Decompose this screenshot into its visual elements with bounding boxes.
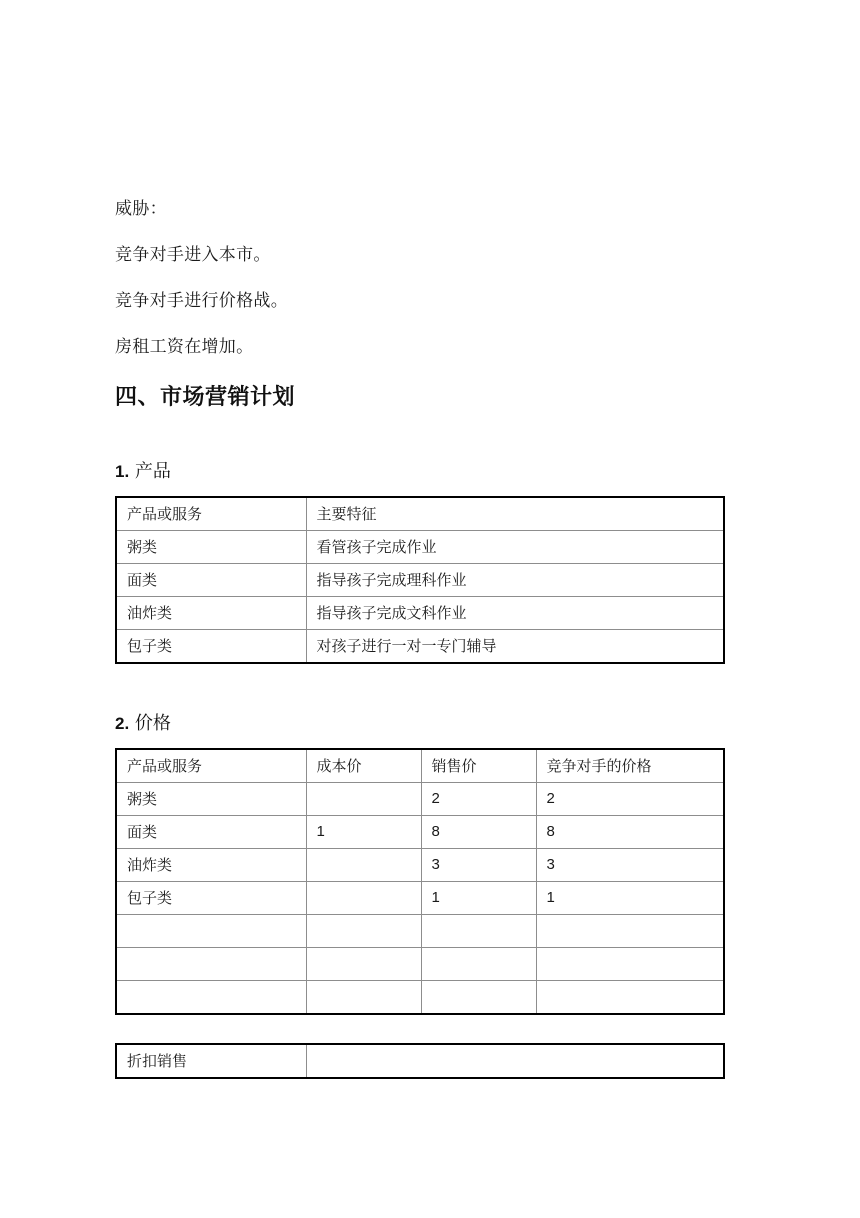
price-sale-cell bbox=[421, 981, 536, 1015]
subheading-price-title: 价格 bbox=[134, 713, 171, 734]
price-product-cell: 面类 bbox=[116, 816, 306, 849]
price-product-cell: 粥类 bbox=[116, 783, 306, 816]
price-table-header-competitor: 竞争对手的价格 bbox=[536, 749, 724, 783]
price-competitor-cell: 3 bbox=[536, 849, 724, 882]
product-feature-cell: 指导孩子完成理科作业 bbox=[306, 564, 724, 597]
price-sale-cell: 3 bbox=[421, 849, 536, 882]
table-row bbox=[116, 630, 724, 664]
price-cost-cell bbox=[306, 783, 421, 816]
subheading-price bbox=[115, 712, 745, 736]
price-table-wrapper bbox=[115, 748, 745, 1015]
price-cost-cell bbox=[306, 915, 421, 948]
table-header-row bbox=[116, 497, 724, 531]
price-competitor-cell: 2 bbox=[536, 783, 724, 816]
price-sale-cell bbox=[421, 948, 536, 981]
table-row bbox=[116, 816, 724, 849]
price-competitor-cell bbox=[536, 948, 724, 981]
subheading-products-title: 产品 bbox=[134, 461, 171, 482]
product-name-cell: 包子类 bbox=[116, 630, 306, 664]
price-sale-cell: 2 bbox=[421, 783, 536, 816]
spacer bbox=[115, 1015, 745, 1043]
table-header-row bbox=[116, 749, 724, 783]
price-competitor-cell bbox=[536, 915, 724, 948]
price-competitor-cell bbox=[536, 981, 724, 1015]
subheading-price-number: 2. bbox=[115, 714, 130, 733]
subheading-products bbox=[115, 460, 745, 484]
price-cost-cell bbox=[306, 882, 421, 915]
price-table-header-service: 产品或服务 bbox=[116, 749, 306, 783]
price-cost-cell bbox=[306, 981, 421, 1015]
discount-label-cell: 折扣销售 bbox=[116, 1044, 306, 1078]
table-row bbox=[116, 1044, 724, 1078]
price-cost-cell: 1 bbox=[306, 816, 421, 849]
table-row bbox=[116, 915, 724, 948]
product-name-cell: 粥类 bbox=[116, 531, 306, 564]
price-table-header-cost: 成本价 bbox=[306, 749, 421, 783]
discount-table-wrapper bbox=[115, 1043, 745, 1079]
discount-table bbox=[115, 1043, 725, 1079]
document-content bbox=[115, 198, 745, 1079]
price-product-cell bbox=[116, 981, 306, 1015]
product-table-header-feature: 主要特征 bbox=[306, 497, 724, 531]
table-row bbox=[116, 597, 724, 630]
product-table-wrapper bbox=[115, 496, 745, 664]
section-heading: 四、市场营销计划 bbox=[115, 384, 296, 410]
product-table-header-service: 产品或服务 bbox=[116, 497, 306, 531]
price-sale-cell: 8 bbox=[421, 816, 536, 849]
discount-value-cell bbox=[306, 1044, 724, 1078]
product-feature-cell: 指导孩子完成文科作业 bbox=[306, 597, 724, 630]
product-name-cell: 油炸类 bbox=[116, 597, 306, 630]
price-cost-cell bbox=[306, 948, 421, 981]
price-cost-cell bbox=[306, 849, 421, 882]
threat-item-2: 竞争对手进行价格战。 bbox=[115, 291, 288, 311]
price-table-header-sale: 销售价 bbox=[421, 749, 536, 783]
product-feature-cell: 看管孩子完成作业 bbox=[306, 531, 724, 564]
price-product-cell: 包子类 bbox=[116, 882, 306, 915]
threat-item-3: 房租工资在增加。 bbox=[115, 337, 254, 357]
table-row bbox=[116, 783, 724, 816]
table-row bbox=[116, 531, 724, 564]
price-table bbox=[115, 748, 725, 1015]
product-table bbox=[115, 496, 725, 664]
table-row bbox=[116, 948, 724, 981]
subheading-products-number: 1. bbox=[115, 462, 130, 481]
table-row bbox=[116, 981, 724, 1015]
product-name-cell: 面类 bbox=[116, 564, 306, 597]
price-competitor-cell: 8 bbox=[536, 816, 724, 849]
price-product-cell bbox=[116, 915, 306, 948]
table-row bbox=[116, 564, 724, 597]
price-product-cell bbox=[116, 948, 306, 981]
table-row bbox=[116, 849, 724, 882]
product-feature-cell: 对孩子进行一对一专门辅导 bbox=[306, 630, 724, 664]
threat-item-1: 竞争对手进入本市。 bbox=[115, 245, 271, 265]
threats-label: 威胁： bbox=[115, 199, 167, 219]
price-sale-cell: 1 bbox=[421, 882, 536, 915]
table-row bbox=[116, 882, 724, 915]
price-product-cell: 油炸类 bbox=[116, 849, 306, 882]
price-competitor-cell: 1 bbox=[536, 882, 724, 915]
price-sale-cell bbox=[421, 915, 536, 948]
